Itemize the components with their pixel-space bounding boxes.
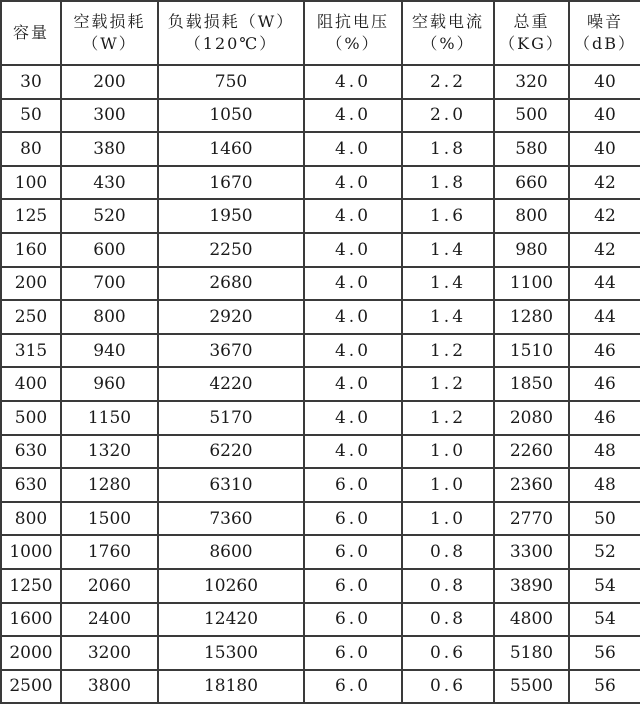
table-row (1, 569, 640, 603)
header-impedance-voltage-unit: （%） (326, 34, 380, 53)
cell-impedance-voltage: 6.0 (304, 636, 402, 670)
cell-capacity: 1250 (1, 569, 61, 603)
table-row (1, 65, 640, 99)
cell-load-loss: 2250 (158, 233, 304, 267)
table-row (1, 535, 640, 569)
table-row (1, 199, 640, 233)
table-row (1, 166, 640, 200)
table-row (1, 435, 640, 469)
cell-no-load-current: 1.4 (402, 233, 494, 267)
cell-noise: 52 (569, 535, 640, 569)
cell-capacity: 1600 (1, 603, 61, 637)
cell-load-loss: 8600 (158, 535, 304, 569)
table-row (1, 468, 640, 502)
header-total-weight-unit: （KG） (499, 34, 564, 53)
header-impedance-voltage (304, 1, 402, 65)
cell-total-weight: 1850 (494, 367, 569, 401)
header-capacity-label: 容量 (12, 23, 49, 42)
cell-impedance-voltage: 4.0 (304, 99, 402, 133)
cell-capacity: 2500 (1, 670, 61, 704)
cell-load-loss: 5170 (158, 401, 304, 435)
cell-total-weight: 320 (494, 65, 569, 99)
cell-capacity: 80 (1, 132, 61, 166)
cell-no-load-loss: 1500 (61, 502, 158, 536)
cell-no-load-current: 1.4 (402, 267, 494, 301)
cell-total-weight: 1280 (494, 300, 569, 334)
cell-no-load-loss: 3200 (61, 636, 158, 670)
cell-noise: 56 (569, 636, 640, 670)
cell-noise: 46 (569, 334, 640, 368)
cell-noise: 50 (569, 502, 640, 536)
table-row (1, 267, 640, 301)
table-row (1, 99, 640, 133)
cell-no-load-loss: 430 (61, 166, 158, 200)
cell-no-load-current: 0.6 (402, 636, 494, 670)
header-no-load-current-unit: （%） (421, 34, 475, 53)
cell-no-load-loss: 300 (61, 99, 158, 133)
cell-noise: 56 (569, 670, 640, 704)
cell-load-loss: 6310 (158, 468, 304, 502)
table-row (1, 401, 640, 435)
cell-no-load-current: 0.8 (402, 603, 494, 637)
cell-capacity: 630 (1, 435, 61, 469)
cell-no-load-current: 1.0 (402, 468, 494, 502)
header-no-load-loss (61, 1, 158, 65)
cell-noise: 42 (569, 199, 640, 233)
cell-no-load-current: 1.4 (402, 300, 494, 334)
cell-noise: 44 (569, 300, 640, 334)
cell-impedance-voltage: 4.0 (304, 166, 402, 200)
cell-total-weight: 980 (494, 233, 569, 267)
cell-capacity: 2000 (1, 636, 61, 670)
cell-noise: 46 (569, 367, 640, 401)
cell-impedance-voltage: 6.0 (304, 535, 402, 569)
cell-noise: 48 (569, 468, 640, 502)
cell-noise: 48 (569, 435, 640, 469)
header-noise (569, 1, 640, 65)
cell-load-loss: 2920 (158, 300, 304, 334)
header-noise-unit: （dB） (573, 34, 636, 53)
table-row (1, 132, 640, 166)
table-row (1, 603, 640, 637)
cell-total-weight: 580 (494, 132, 569, 166)
cell-total-weight: 2080 (494, 401, 569, 435)
header-load-loss-unit: （120℃） (184, 34, 278, 53)
cell-total-weight: 2260 (494, 435, 569, 469)
cell-load-loss: 1670 (158, 166, 304, 200)
cell-no-load-current: 2.0 (402, 99, 494, 133)
cell-no-load-current: 1.0 (402, 502, 494, 536)
cell-capacity: 800 (1, 502, 61, 536)
cell-no-load-current: 1.6 (402, 199, 494, 233)
cell-noise: 42 (569, 233, 640, 267)
cell-noise: 40 (569, 132, 640, 166)
cell-load-loss: 2680 (158, 267, 304, 301)
header-load-loss-label: 负载损耗（W） (167, 12, 295, 31)
cell-capacity: 200 (1, 267, 61, 301)
cell-impedance-voltage: 6.0 (304, 502, 402, 536)
cell-noise: 54 (569, 569, 640, 603)
cell-no-load-current: 1.8 (402, 132, 494, 166)
table-row (1, 300, 640, 334)
cell-no-load-loss: 700 (61, 267, 158, 301)
header-no-load-current-label: 空载电流 (411, 12, 484, 31)
header-capacity (1, 1, 61, 65)
cell-total-weight: 3890 (494, 569, 569, 603)
cell-no-load-loss: 1150 (61, 401, 158, 435)
cell-no-load-current: 1.8 (402, 166, 494, 200)
cell-no-load-loss: 1280 (61, 468, 158, 502)
header-no-load-loss-label: 空载损耗 (73, 12, 146, 31)
header-row (1, 1, 640, 65)
cell-no-load-loss: 2060 (61, 569, 158, 603)
table-row (1, 502, 640, 536)
header-total-weight-label: 总重 (513, 12, 550, 31)
cell-load-loss: 750 (158, 65, 304, 99)
cell-no-load-current: 1.2 (402, 401, 494, 435)
cell-total-weight: 3300 (494, 535, 569, 569)
cell-total-weight: 4800 (494, 603, 569, 637)
cell-total-weight: 5500 (494, 670, 569, 704)
cell-no-load-loss: 1760 (61, 535, 158, 569)
cell-capacity: 315 (1, 334, 61, 368)
cell-no-load-current: 1.2 (402, 367, 494, 401)
cell-total-weight: 2360 (494, 468, 569, 502)
header-noise-label: 噪音 (586, 12, 623, 31)
cell-capacity: 500 (1, 401, 61, 435)
cell-impedance-voltage: 4.0 (304, 435, 402, 469)
cell-impedance-voltage: 4.0 (304, 300, 402, 334)
cell-capacity: 50 (1, 99, 61, 133)
cell-no-load-loss: 2400 (61, 603, 158, 637)
cell-impedance-voltage: 4.0 (304, 132, 402, 166)
table-row (1, 670, 640, 704)
cell-capacity: 1000 (1, 535, 61, 569)
cell-total-weight: 800 (494, 199, 569, 233)
cell-capacity: 125 (1, 199, 61, 233)
cell-no-load-current: 2.2 (402, 65, 494, 99)
cell-load-loss: 3670 (158, 334, 304, 368)
cell-load-loss: 4220 (158, 367, 304, 401)
cell-noise: 54 (569, 603, 640, 637)
table-row (1, 233, 640, 267)
cell-no-load-loss: 200 (61, 65, 158, 99)
cell-no-load-loss: 960 (61, 367, 158, 401)
cell-impedance-voltage: 4.0 (304, 334, 402, 368)
cell-no-load-loss: 1320 (61, 435, 158, 469)
cell-total-weight: 500 (494, 99, 569, 133)
cell-load-loss: 18180 (158, 670, 304, 704)
cell-noise: 40 (569, 65, 640, 99)
cell-noise: 44 (569, 267, 640, 301)
cell-capacity: 160 (1, 233, 61, 267)
cell-no-load-current: 1.0 (402, 435, 494, 469)
cell-impedance-voltage: 4.0 (304, 267, 402, 301)
table-row (1, 636, 640, 670)
cell-load-loss: 1950 (158, 199, 304, 233)
header-no-load-loss-unit: （W） (82, 34, 137, 53)
table-row (1, 367, 640, 401)
cell-noise: 40 (569, 99, 640, 133)
table-body (1, 65, 640, 703)
cell-no-load-loss: 940 (61, 334, 158, 368)
table-row (1, 334, 640, 368)
cell-noise: 46 (569, 401, 640, 435)
cell-load-loss: 6220 (158, 435, 304, 469)
cell-no-load-current: 0.8 (402, 535, 494, 569)
cell-load-loss: 10260 (158, 569, 304, 603)
header-load-loss (158, 1, 304, 65)
cell-capacity: 630 (1, 468, 61, 502)
cell-no-load-current: 0.6 (402, 670, 494, 704)
cell-load-loss: 7360 (158, 502, 304, 536)
header-impedance-voltage-label: 阻抗电压 (316, 12, 389, 31)
cell-no-load-loss: 380 (61, 132, 158, 166)
cell-load-loss: 1050 (158, 99, 304, 133)
cell-impedance-voltage: 4.0 (304, 233, 402, 267)
cell-impedance-voltage: 4.0 (304, 401, 402, 435)
cell-total-weight: 660 (494, 166, 569, 200)
cell-total-weight: 1510 (494, 334, 569, 368)
cell-load-loss: 12420 (158, 603, 304, 637)
cell-impedance-voltage: 6.0 (304, 670, 402, 704)
header-total-weight (494, 1, 569, 65)
cell-noise: 42 (569, 166, 640, 200)
cell-impedance-voltage: 4.0 (304, 65, 402, 99)
cell-impedance-voltage: 6.0 (304, 468, 402, 502)
cell-load-loss: 15300 (158, 636, 304, 670)
cell-capacity: 30 (1, 65, 61, 99)
cell-impedance-voltage: 6.0 (304, 569, 402, 603)
cell-no-load-current: 1.2 (402, 334, 494, 368)
cell-no-load-loss: 800 (61, 300, 158, 334)
cell-total-weight: 1100 (494, 267, 569, 301)
cell-no-load-loss: 520 (61, 199, 158, 233)
cell-capacity: 100 (1, 166, 61, 200)
cell-impedance-voltage: 4.0 (304, 367, 402, 401)
cell-no-load-current: 0.8 (402, 569, 494, 603)
cell-no-load-loss: 600 (61, 233, 158, 267)
cell-impedance-voltage: 4.0 (304, 199, 402, 233)
cell-no-load-loss: 3800 (61, 670, 158, 704)
cell-capacity: 250 (1, 300, 61, 334)
cell-capacity: 400 (1, 367, 61, 401)
cell-load-loss: 1460 (158, 132, 304, 166)
cell-total-weight: 2770 (494, 502, 569, 536)
header-no-load-current (402, 1, 494, 65)
cell-impedance-voltage: 6.0 (304, 603, 402, 637)
cell-total-weight: 5180 (494, 636, 569, 670)
